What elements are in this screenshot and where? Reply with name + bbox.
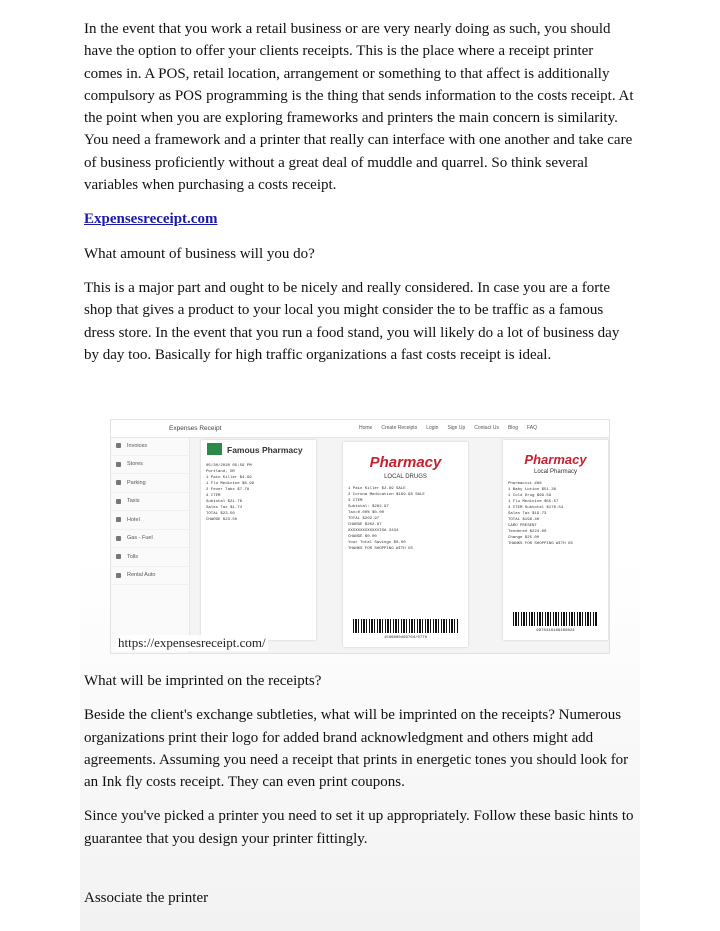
receipt-line: Change $25.00: [508, 536, 540, 540]
receipt-line: TOTAL $196.46: [508, 518, 540, 522]
receipt-line: Subtotal $21.76: [206, 500, 243, 504]
receipt-line: Sales Tax $1.74: [206, 506, 243, 510]
figure-nav: [359, 425, 537, 431]
figure-sidebar-item[interactable]: [111, 456, 189, 475]
sidebar-item-icon: [116, 480, 121, 485]
figure-sidebar-item[interactable]: [111, 474, 189, 493]
figure-sidebar: [111, 420, 190, 653]
sidebar-item-label: Taxis: [127, 498, 140, 505]
paragraph-intro: In the event that you work a retail business or are very nearly doing as such, you should have the option to offer your clients receipts. This is the place where a receipt printer comes in. A POS, retail location, arrangement or something to that affect is additionally compulsory as POS programming is the thing that sends information to the costs receipt. At the point when you are exploring frameworks and printers the main concern is similarity. You need a framework and a printer that really can interface with one another and take care of business proficiently without a great deal of muddle and quarrel. So think several variables when purchasing a costs receipt.: [84, 21, 634, 194]
sidebar-item-label: Hotel: [127, 516, 140, 523]
figure-sidebar-item[interactable]: [111, 567, 189, 586]
receipt-line: Tax=0.00% $0.00: [348, 511, 385, 515]
figure-sidebar-item[interactable]: [111, 511, 189, 530]
receipt-line: 1 Cold Drug $69.59: [508, 494, 552, 498]
receipt-line: 2 Corona Medication $199.98 SALE: [348, 493, 425, 497]
receipt-line: 4 ITEM Subtotal $176.54: [508, 506, 564, 510]
receipt-line: CHARGE $23.50: [206, 518, 238, 522]
figure-nav-link[interactable]: Home: [359, 425, 373, 431]
receipt3-subtitle: Local Pharmacy: [533, 469, 578, 475]
paragraph-imprinted: Beside the client's exchange subtleties, what will be imprinted on the receipts? Numerous organizations print their logo for added brand acknowledgment and others might add agreements. Assuming you need a receipt that prints in energetic tones you should look for an Ink fly costs receipt. They can even print coupons.: [84, 707, 629, 791]
receipt-local-pharmacy: [503, 440, 608, 640]
receipt-famous-pharmacy: [201, 440, 316, 640]
figure-header: [111, 420, 610, 438]
sidebar-item-icon: [116, 462, 121, 467]
figure-caption-url: https://expensesreceipt.com/: [118, 635, 266, 650]
heading-imprinted: What will be imprinted on the receipts?: [84, 673, 322, 689]
figure-nav-link[interactable]: Sign Up: [447, 425, 466, 431]
figure-sidebar-item[interactable]: [111, 437, 189, 456]
receipt-line: CHARGE $202.97: [348, 523, 382, 527]
sidebar-item-label: Rental Auto: [127, 572, 156, 579]
receipt-line: Your Total Savings $0.00: [348, 541, 406, 545]
receipt3-barcode: [513, 612, 598, 626]
receipt-line: Portland, OR: [206, 470, 235, 474]
figure-sidebar-item[interactable]: [111, 493, 189, 512]
receipt2-barcode-number: 1566800469764/0770: [383, 636, 428, 640]
receipt-line: TOTAL $202.97: [348, 517, 380, 521]
receipt-line: CARD PRESENT: [508, 524, 537, 528]
receipt-line: Subtotal: $202.97: [348, 505, 389, 509]
receipt-line: 05/30/2020 05:59 PM: [206, 464, 252, 468]
receipt-screenshot-figure: [110, 419, 610, 654]
receipt3-barcode-number: 9870440169480824: [536, 629, 575, 633]
receipt-line: THANKS FOR SHOPPING WITH US: [348, 547, 413, 551]
receipt2-barcode: [353, 619, 458, 633]
receipt-local-drugs: [343, 442, 468, 647]
figure-logo: Expenses Receipt: [169, 425, 222, 432]
sidebar-item-label: Tolls: [127, 553, 139, 560]
expensesreceipt-link[interactable]: Expensesreceipt.com: [84, 211, 218, 228]
sidebar-item-icon: [116, 536, 121, 541]
sidebar-item-label: Gas - Fuel: [127, 535, 153, 542]
figure-sidebar-item[interactable]: [111, 530, 189, 549]
sidebar-item-icon: [116, 554, 121, 559]
receipt-line: 1 Flu Medicine $55.57: [508, 500, 559, 504]
heading-associate-printer: Associate the printer: [84, 890, 209, 906]
receipt-line: CHANGE $0.00: [348, 535, 377, 539]
figure-nav-link[interactable]: Create Receipts: [381, 425, 418, 431]
receipt-line: 1 Pain Killer $4.99: [206, 476, 252, 480]
receipt-line: 1 Flu Medicine $8.99: [206, 482, 255, 486]
receipt-line: Pharmacist #88: [508, 482, 542, 486]
receipt2-subtitle: LOCAL DRUGS: [384, 474, 427, 480]
paragraph-business-volume: This is a major part and ought to be nicely and really considered. In case you are a forte shop that gives a product to your local you might consider the to be traffic as a famous dress store. In the event that you run a food stand, you will likely do a lot of business day by day too. Basically for high traffic organizations a fast costs receipt is ideal.: [84, 279, 620, 363]
receipt2-title: Pharmacy: [369, 454, 442, 471]
sidebar-item-label: Invoices: [127, 442, 148, 449]
figure-nav-link[interactable]: Blog: [507, 425, 518, 431]
heading-business-volume: What amount of business will you do?: [84, 245, 315, 262]
figure-nav-link[interactable]: FAQ: [526, 425, 537, 431]
receipt-line: 4 ITEM: [206, 494, 221, 498]
sidebar-item-icon: [116, 517, 121, 522]
sidebar-item-icon: [116, 573, 121, 578]
receipt-line: Tendered $224.00: [508, 530, 547, 534]
receipt-line: THANKS FOR SHOPPING WITH US: [508, 542, 573, 546]
sidebar-item-icon: [116, 499, 121, 504]
paragraph-setup: Since you've picked a printer you need to set it up appropriately. Follow these basic hints to guarantee that you design your printer fittingly.: [84, 808, 634, 847]
article-top: [84, 18, 634, 366]
receipt-line: 3 ITEM: [348, 499, 363, 503]
receipt-line: 1 Pain Killer $2.99 SALE: [348, 487, 406, 491]
receipt-line: 1 Baby Lotion $51.38: [508, 488, 557, 492]
receipt-line: 2 Fever Tabs $7.78: [206, 488, 250, 492]
figure-nav-link[interactable]: Login: [426, 425, 439, 431]
figure-nav-link[interactable]: Contact Us: [474, 425, 499, 431]
receipt-line: TOTAL $23.50: [206, 512, 235, 516]
receipt1-title: Famous Pharmacy: [201, 440, 316, 457]
article-bottom: [84, 670, 634, 850]
receipt-line: Sales Tax $19.73: [508, 512, 547, 516]
receipt3-title: Pharmacy: [524, 452, 587, 467]
sidebar-item-label: Stores: [127, 461, 143, 468]
figure-sidebar-item[interactable]: [111, 548, 189, 567]
receipt-line: XXXXXXXXXXXXVISA 3434: [348, 529, 399, 533]
sidebar-item-icon: [116, 443, 121, 448]
sidebar-item-label: Parking: [127, 479, 146, 486]
